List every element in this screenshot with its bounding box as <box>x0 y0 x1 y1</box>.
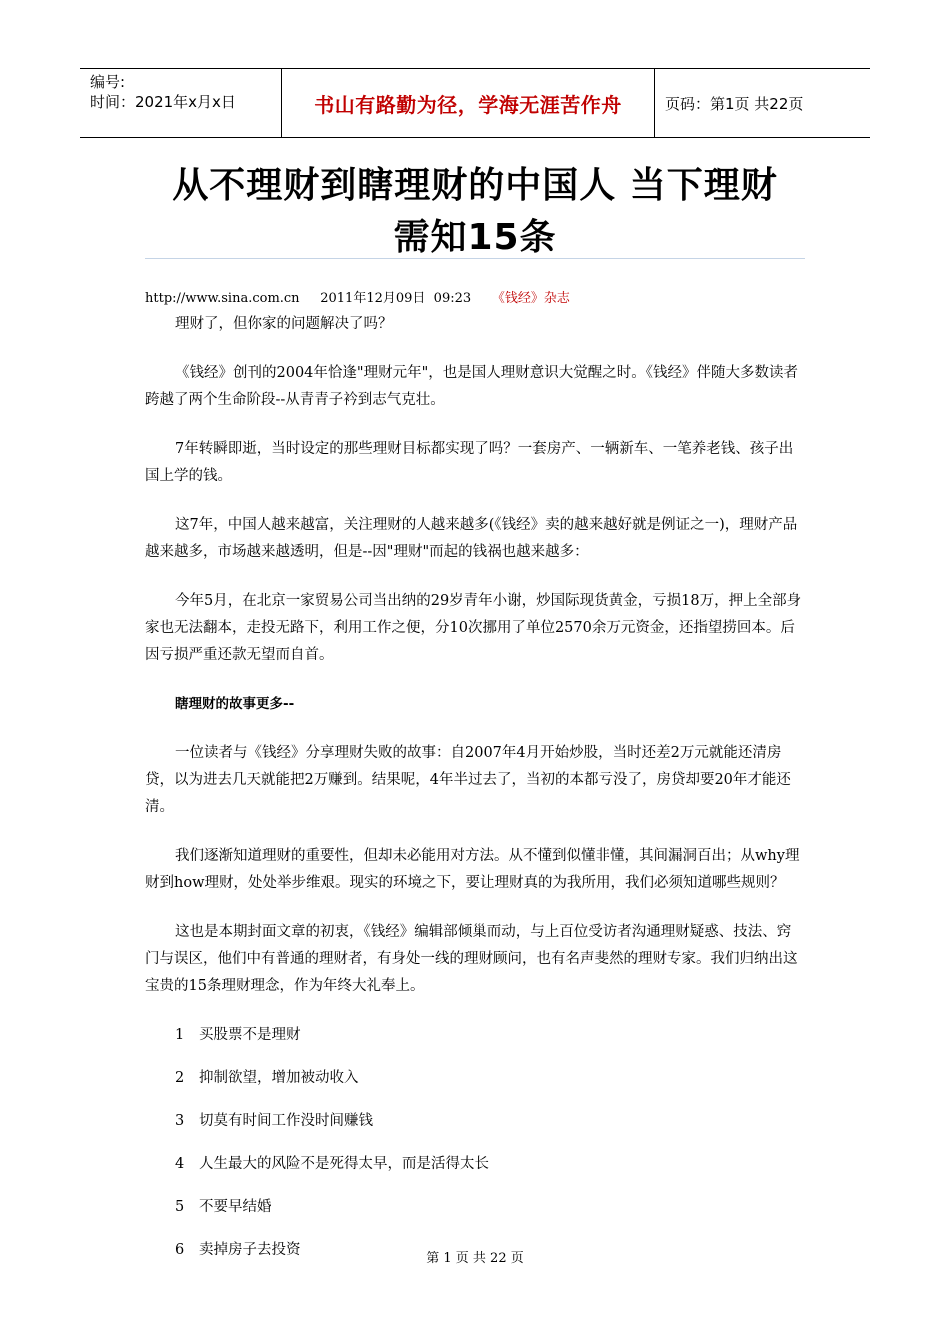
meta-url[interactable]: http://www.sina.com.cn <box>145 291 300 306</box>
list-item: 6 卖掉房子去投资 <box>175 1242 301 1258</box>
header-page-cell <box>655 69 880 137</box>
paragraph-7: 我们逐渐知道理财的重要性，但却未必能用对方法。从不懂到似懂非懂，其间漏洞百出；从why理财到how理财，处处举步维艰。现实的环境之下，要让理财真的为我所用，我们必须知道哪些规则？ <box>145 848 800 891</box>
page-info: 页码：第1页 共22页 <box>665 94 804 113</box>
time-label: 时间：2021年x月x日 <box>90 93 236 111</box>
document-header <box>80 68 870 138</box>
list-item: 5 不要早结婚 <box>175 1199 272 1215</box>
number-label: 编号: <box>90 73 126 91</box>
subheading: 瞎理财的故事更多-- <box>175 696 295 712</box>
list-item: 1 买股票不是理财 <box>175 1027 301 1043</box>
motto-text: 书山有路勤为径，学海无涯苦作舟 <box>314 92 622 117</box>
header-motto-cell <box>281 69 655 137</box>
header-left-cell <box>80 69 281 140</box>
page-footer: 第 1 页 共 22 页 <box>426 1251 524 1266</box>
meta-date: 2011年12月09日 09:23 <box>320 291 472 306</box>
list-item: 4 人生最大的风险不是死得太早，而是活得太长 <box>175 1156 489 1172</box>
paragraph-8: 这也是本期封面文章的初衷，《钱经》编辑部倾巢而动，与上百位受访者沟通理财疑惑、技法、窍门与误区，他们中有普通的理财者，有身处一线的理财顾问，也有名声斐然的理财专家。我们归纳出这宝贵的15条理财理念，作为年终大礼奉上。 <box>145 924 798 994</box>
paragraph-1: 理财了，但你家的问题解决了吗？ <box>175 316 393 332</box>
article-meta <box>145 287 570 306</box>
title-line-2: 需知15条 <box>393 217 557 258</box>
list-item: 2 抑制欲望，增加被动收入 <box>175 1070 359 1086</box>
paragraph-4: 这7年，中国人越来越富，关注理财的人越来越多(《钱经》卖的越来越好就是例证之一)，理财产品越来越多，市场越来越透明，但是--因"理财"而起的钱祸也越来越多： <box>145 517 798 560</box>
paragraph-5: 今年5月，在北京一家贸易公司当出纳的29岁青年小谢，炒国际现货黄金，亏损18万，押上全部身家也无法翻本，走投无路下，利用工作之便，分10次挪用了单位2570余万元资金，还指望捞回本。后因亏损严重还款无望而自首。 <box>145 593 802 663</box>
article-body <box>145 311 805 1264</box>
meta-source-link[interactable]: 《钱经》杂志 <box>491 291 570 306</box>
paragraph-6: 一位读者与《钱经》分享理财失败的故事：自2007年4月开始炒股，当时还差2万元就能还清房贷，以为进去几天就能把2万赚到。结果呢，4年半过去了，当初的本都亏没了，房贷却要20年才能还清。 <box>145 745 791 815</box>
list-item: 3 切莫有时间工作没时间赚钱 <box>175 1113 373 1129</box>
title-line-1: 从不理财到瞎理财的中国人 当下理财 <box>172 165 778 206</box>
title-divider <box>145 258 805 259</box>
paragraph-2: 《钱经》创刊的2004年恰逢"理财元年"，也是国人理财意识大觉醒之时。《钱经》伴随大多数读者跨越了两个生命阶段--从青青子衿到志气克壮。 <box>145 365 798 408</box>
article-title <box>100 160 850 264</box>
paragraph-3: 7年转瞬即逝，当时设定的那些理财目标都实现了吗？一套房产、一辆新车、一笔养老钱、孩子出国上学的钱。 <box>145 441 794 484</box>
